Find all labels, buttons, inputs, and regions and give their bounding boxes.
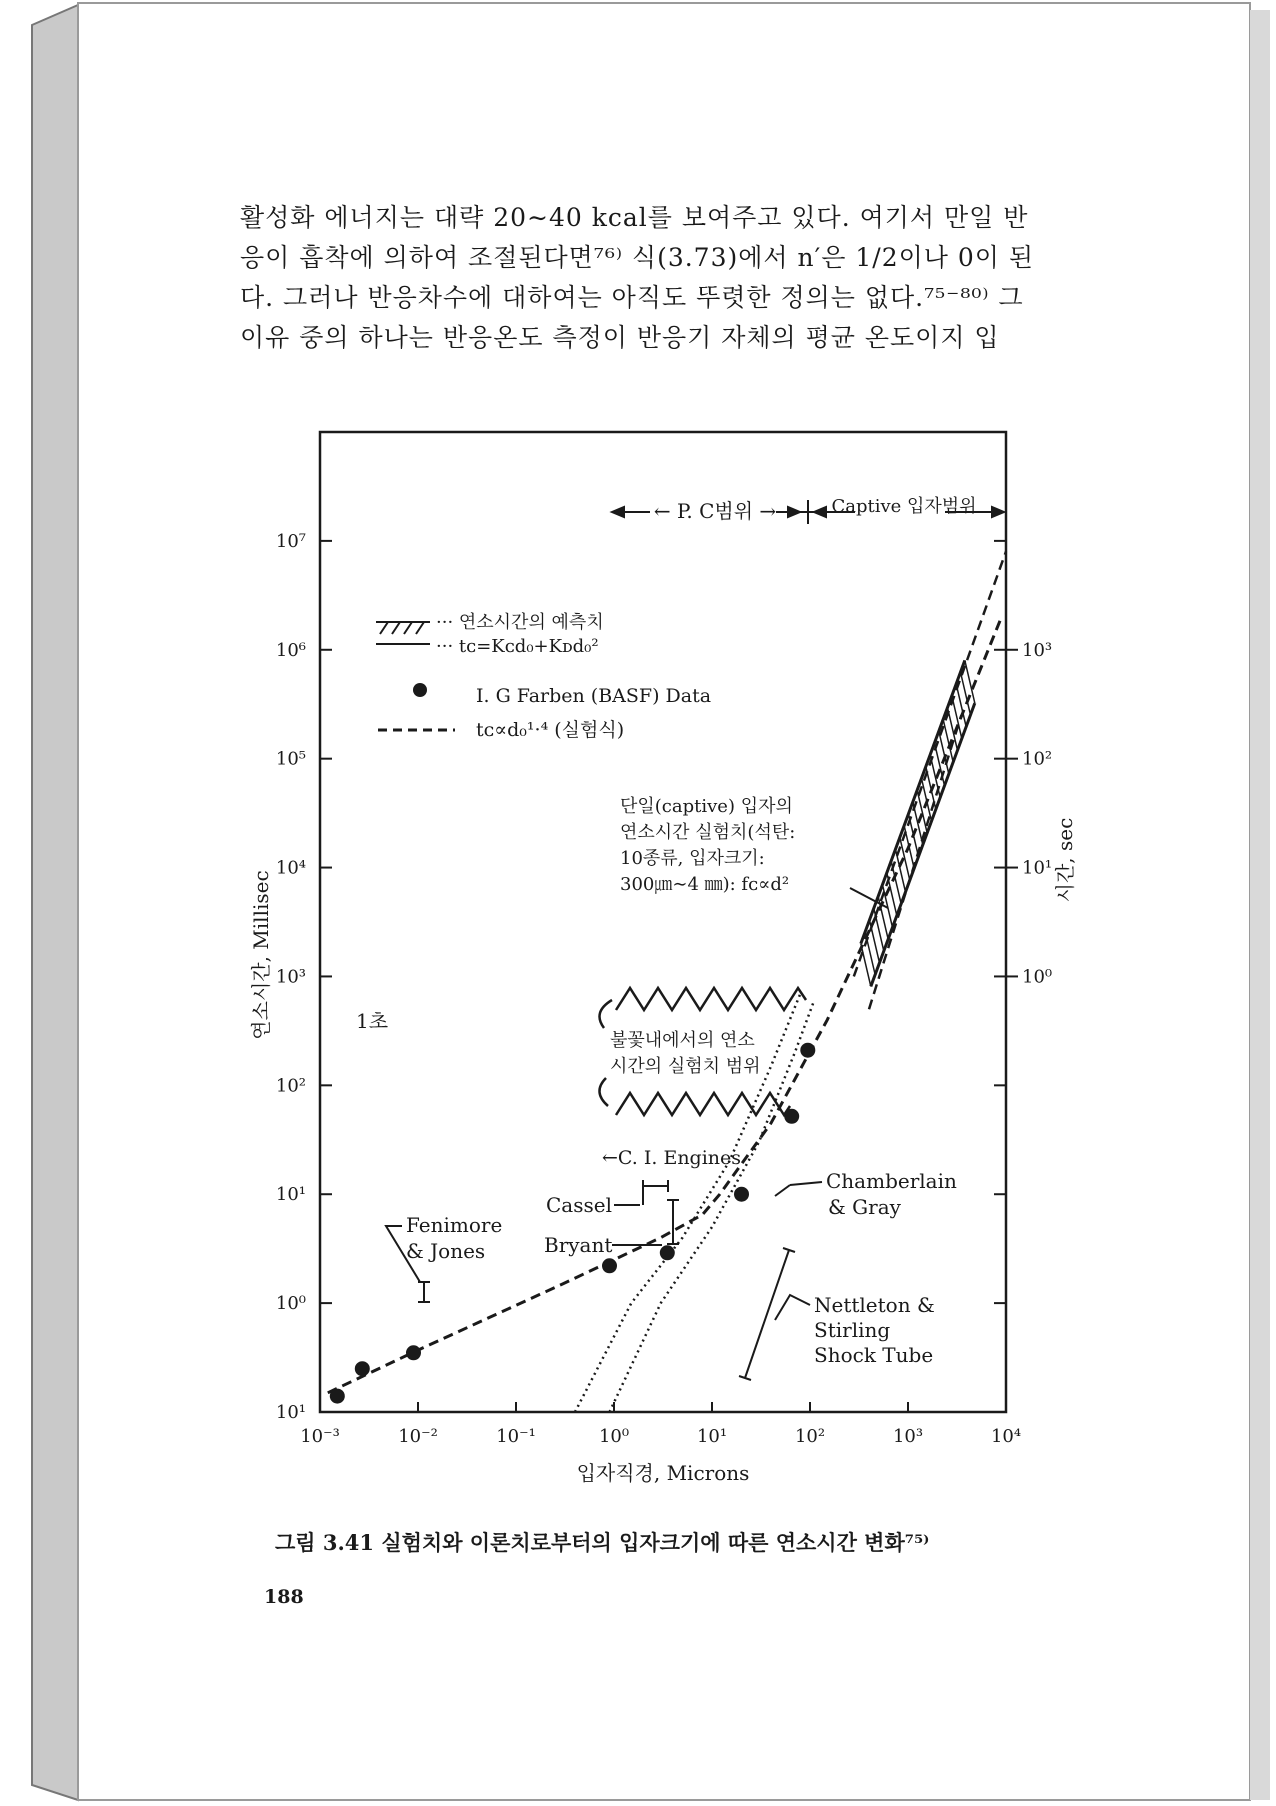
svg-text:& Jones: & Jones bbox=[406, 1239, 486, 1263]
y-tick-label: 10² bbox=[275, 1075, 306, 1097]
x-tick-label: 10⁻³ bbox=[300, 1426, 340, 1447]
y-right-axis-label: 시간, sec bbox=[1053, 817, 1077, 903]
svg-text:Nettleton &: Nettleton & bbox=[814, 1293, 935, 1317]
data-point bbox=[330, 1389, 345, 1404]
x-tick-label: 10² bbox=[794, 1426, 826, 1447]
y-tick-label: 10³ bbox=[275, 966, 306, 988]
page-right-shadow bbox=[1250, 10, 1270, 1800]
y-right-tick-label: 10³ bbox=[1022, 639, 1053, 661]
y-tick-label: 10¹ bbox=[275, 1402, 306, 1423]
body-paragraph bbox=[240, 198, 1090, 358]
y-right-tick-label: 10² bbox=[1022, 748, 1053, 770]
svg-text:300㎛∼4 ㎜): fᴄ∝d²: 300㎛∼4 ㎜): fᴄ∝d² bbox=[620, 874, 790, 895]
x-axis-label: 입자직경, Microns bbox=[576, 1461, 750, 1485]
x-tick-label: 10¹ bbox=[696, 1426, 728, 1447]
x-tick-label: 10⁻¹ bbox=[496, 1426, 536, 1447]
y-tick-label: 10⁵ bbox=[275, 748, 306, 770]
captive-range-label: Captive 입자범위 bbox=[831, 496, 977, 517]
data-point bbox=[355, 1361, 370, 1376]
data-point bbox=[406, 1345, 421, 1360]
y-axis-label: 연소시간, Millisec bbox=[249, 870, 273, 1040]
page-number: 188 bbox=[264, 1586, 304, 1608]
svg-text:10종류, 입자크기:: 10종류, 입자크기: bbox=[620, 848, 765, 869]
data-point bbox=[660, 1245, 675, 1260]
ci-engines-label: ←C. I. Engines bbox=[602, 1147, 742, 1169]
legend-dot-marker bbox=[413, 683, 427, 697]
svg-text:Chamberlain: Chamberlain bbox=[826, 1169, 957, 1193]
one-second-label: 1초 bbox=[356, 1009, 389, 1033]
svg-text:단일(captive) 입자의: 단일(captive) 입자의 bbox=[620, 796, 793, 817]
svg-text:Stirling: Stirling bbox=[814, 1318, 891, 1342]
book-edge bbox=[32, 5, 78, 1800]
legend-formula-label: ··· tᴄ=Kᴄd₀+Kᴅd₀² bbox=[436, 636, 599, 657]
x-tick-label: 10⁰ bbox=[598, 1426, 630, 1447]
y-tick-label: 10⁴ bbox=[275, 857, 306, 879]
cassel-label: Cassel bbox=[546, 1193, 612, 1217]
paragraph-line: 다. 그러나 반응차수에 대하여는 아직도 뚜렷한 정의는 없다.⁷⁵⁻⁸⁰⁾ 그 bbox=[240, 283, 1024, 312]
data-point bbox=[734, 1187, 749, 1202]
y-tick-label: 10⁶ bbox=[275, 639, 306, 661]
svg-text:Shock Tube: Shock Tube bbox=[814, 1343, 934, 1367]
y-right-tick-label: 10⁰ bbox=[1022, 966, 1053, 988]
legend-empirical-label: tᴄ∝d₀¹·⁴ (실험식) bbox=[476, 719, 625, 741]
data-point bbox=[784, 1109, 799, 1124]
bryant-label: Bryant bbox=[544, 1233, 613, 1257]
svg-text:연소시간 실험치(석탄:: 연소시간 실험치(석탄: bbox=[620, 822, 796, 843]
y-tick-label: 10¹ bbox=[275, 1184, 306, 1206]
pc-range-label: ← P. C범위 → bbox=[653, 499, 777, 523]
svg-text:시간의 실험치 범위: 시간의 실험치 범위 bbox=[610, 1056, 761, 1077]
paragraph-line: 응이 흡착에 의하여 조절된다면⁷⁶⁾ 식(3.73)에서 n′은 1/2이나 0이 된 bbox=[240, 243, 1034, 272]
data-point bbox=[602, 1258, 617, 1273]
y-right-tick-label: 10¹ bbox=[1022, 857, 1053, 879]
svg-text:Fenimore: Fenimore bbox=[406, 1213, 503, 1237]
data-point bbox=[800, 1043, 815, 1058]
legend-predicted-label: ··· 연소시간의 예측치 bbox=[436, 612, 604, 633]
y-tick-label: 10⁰ bbox=[275, 1293, 306, 1315]
figure-caption: 그림 3.41 실험치와 이론치로부터의 입자크기에 따른 연소시간 변화⁷⁵⁾ bbox=[275, 1530, 930, 1555]
paragraph-line: 활성화 에너지는 대략 20∼40 kcal를 보여주고 있다. 여기서 만일 반 bbox=[240, 203, 1029, 232]
svg-text:불꽃내에서의 연소: 불꽃내에서의 연소 bbox=[610, 1030, 755, 1051]
legend-data-label: I. G Farben (BASF) Data bbox=[476, 685, 712, 707]
paragraph-line: 이유 중의 하나는 반응온도 측정이 반응기 자체의 평균 온도이지 입 bbox=[240, 323, 1000, 352]
x-tick-label: 10⁻² bbox=[398, 1426, 438, 1447]
svg-text:& Gray: & Gray bbox=[828, 1195, 901, 1219]
x-tick-label: 10⁴ bbox=[990, 1426, 1022, 1447]
y-tick-label: 10⁷ bbox=[275, 530, 306, 552]
x-tick-label: 10³ bbox=[892, 1426, 924, 1447]
